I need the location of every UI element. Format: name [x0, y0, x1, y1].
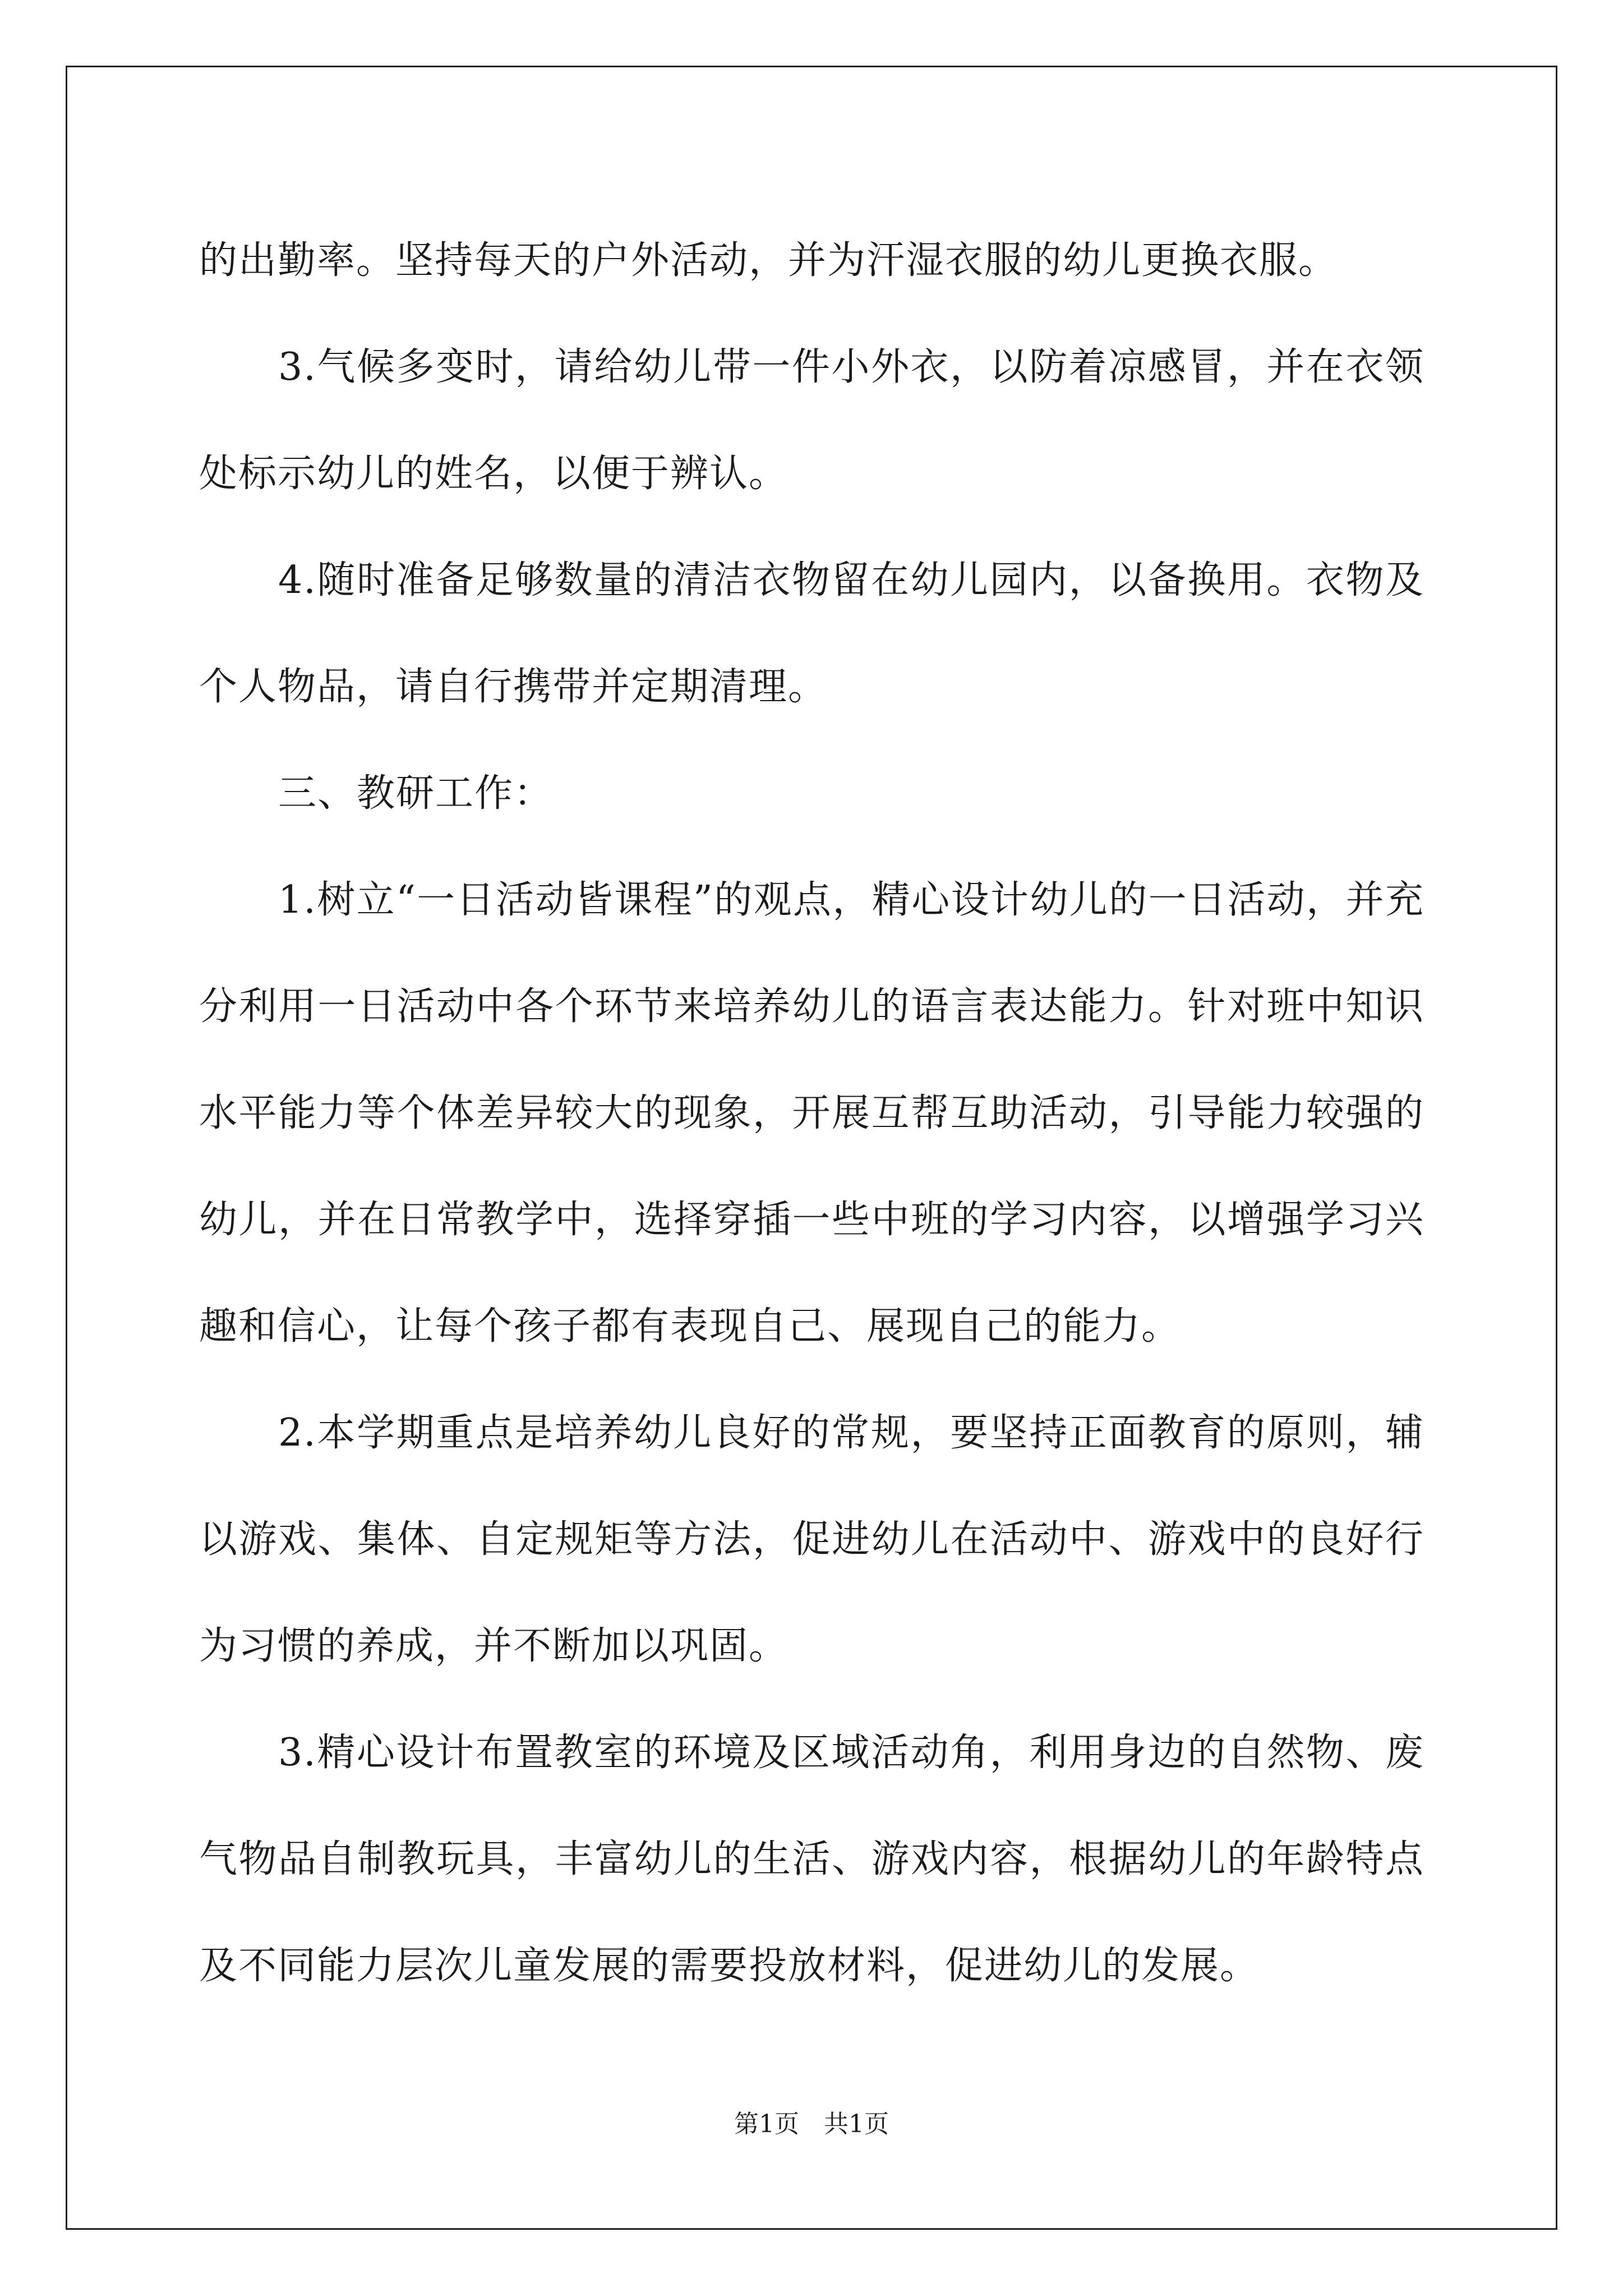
paragraph-research-item-2: 2.本学期重点是培养幼儿良好的常规，要坚持正面教育的原则，辅以游戏、集体、自定规矩等方法，促进幼儿在活动中、游戏中的良好行为习惯的养成，并不断加以巩固。 — [199, 1411, 1424, 1668]
document-body — [199, 208, 1424, 2019]
page-footer — [0, 2108, 1623, 2141]
paragraph-continued: 的出勤率。坚持每天的户外活动，并为汗湿衣服的幼儿更换衣服。 — [199, 238, 1338, 283]
page-total: 共1页 — [824, 2110, 889, 2138]
section-heading-teaching-research: 三、教研工作： — [278, 771, 554, 816]
paragraph-research-item-1: 1.树立“一日活动皆课程”的观点，精心设计幼儿的一日活动，并充分利用一日活动中各个环节来培养幼儿的语言表达能力。针对班中知识水平能力等个体差异较大的现象，开展互帮互助活动，引导能力较强的幼儿，并在日常教学中，选择穿插一些中班的学习内容，以增强学习兴趣和信心，让每个孩子都有表现自己、展现自己的能力。 — [199, 878, 1424, 1349]
paragraph-item-4-spare-clothes: 4.随时准备足够数量的清洁衣物留在幼儿园内，以备换用。衣物及个人物品，请自行携带并定期清理。 — [199, 558, 1424, 709]
page-number: 第1页 — [734, 2110, 799, 2138]
paragraph-item-3-clothing: 3.气候多变时，请给幼儿带一件小外衣，以防着凉感冒，并在衣领处标示幼儿的姓名，以便于辨认。 — [199, 345, 1424, 496]
paragraph-research-item-3: 3.精心设计布置教室的环境及区域活动角，利用身边的自然物、废气物品自制教玩具，丰富幼儿的生活、游戏内容，根据幼儿的年龄特点及不同能力层次儿童发展的需要投放材料，促进幼儿的发展。 — [199, 1731, 1424, 1988]
